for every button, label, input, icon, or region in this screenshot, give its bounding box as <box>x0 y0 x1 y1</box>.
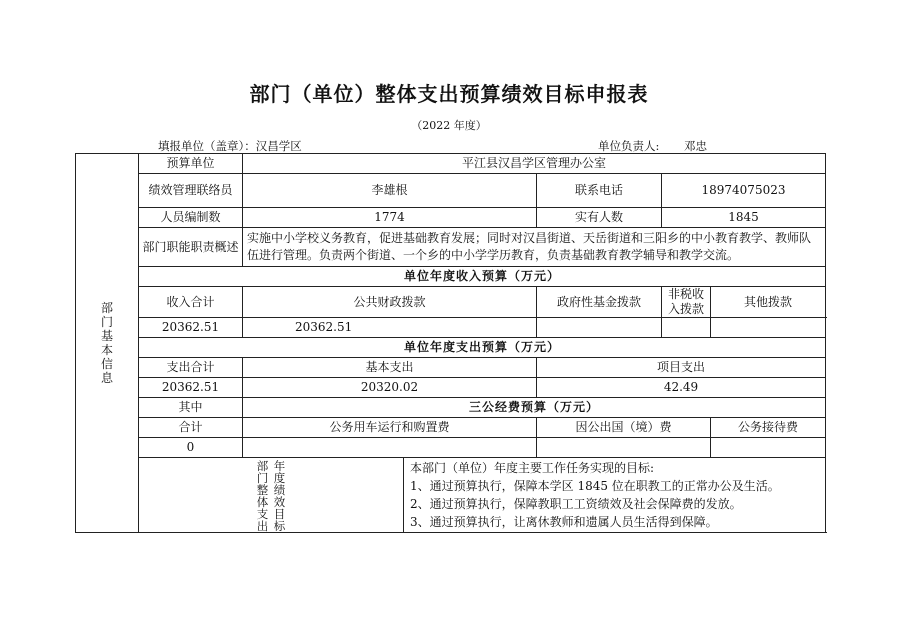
contact-label: 绩效管理联络员 <box>139 174 243 208</box>
income-nontax-value <box>662 318 711 338</box>
goal-item-1: 1、通过预算执行，保障本学区 1845 位在职教工的正常办公及生活。 <box>410 479 780 493</box>
unit-leader-label: 单位负责人: <box>598 139 660 153</box>
three-public-reception-value <box>711 438 826 458</box>
budget-unit-label: 预算单位 <box>139 154 243 174</box>
actual-staff-label: 实有人数 <box>537 208 662 228</box>
staff-quota-label: 人员编制数 <box>139 208 243 228</box>
row-expense-heading <box>76 338 826 358</box>
row-contact <box>76 174 826 208</box>
three-public-col-total: 合计 <box>139 418 243 438</box>
income-total-value: 20362.51 <box>139 318 243 338</box>
row-income-heading <box>76 267 826 287</box>
income-col-total: 收入合计 <box>139 287 243 318</box>
row-annual-goals <box>76 458 826 533</box>
row-duties <box>76 228 826 267</box>
goal-intro: 本部门（单位）年度主要工作任务实现的目标: <box>410 461 655 475</box>
page-title: 部门（单位）整体支出预算绩效目标申报表 <box>249 82 649 106</box>
annual-goals-text <box>404 458 826 533</box>
income-fund-value <box>537 318 662 338</box>
income-col-fund: 政府性基金拨款 <box>537 287 662 318</box>
unit-leader-name: 邓忠 <box>684 139 707 153</box>
budget-form-table <box>75 153 826 533</box>
phone-label: 联系电话 <box>537 174 662 208</box>
section-basic-info-label: 部门基本信息 <box>76 154 139 533</box>
section-overall-expense-label: 部门整体支出 <box>256 459 269 533</box>
three-public-col-vehicle: 公务用车运行和购置费 <box>243 418 537 438</box>
three-public-vehicle-value <box>243 438 537 458</box>
three-public-heading: 三公经费预算（万元） <box>243 398 826 418</box>
among-label: 其中 <box>139 398 243 418</box>
income-public-value: 20362.51 <box>243 318 537 338</box>
three-public-abroad-value <box>537 438 711 458</box>
row-expense-cols <box>76 358 826 378</box>
three-public-col-reception: 公务接待费 <box>711 418 826 438</box>
row-staff <box>76 208 826 228</box>
duty-text: 实施中小学校义务教育，促进基础教育发展；同时对汉昌街道、天岳街道和三阳乡的中小教育教学、教师队伍进行管理。负责两个街道、一个乡的中小学学历教育，负责基础教育教学辅导和教学交流。 <box>243 228 826 267</box>
phone-value: 18974075023 <box>662 174 826 208</box>
goal-item-2: 2、通过预算执行，保障教职工工资绩效及社会保障费的发放。 <box>410 497 742 511</box>
duty-label: 部门职能职责概述 <box>139 228 243 267</box>
row-income-values <box>76 318 826 338</box>
goal-item-3: 3、通过预算执行，让离休教师和遗属人员生活得到保障。 <box>410 515 718 529</box>
filler-unit-label: 填报单位（盖章）：汉昌学区 <box>158 139 302 153</box>
income-col-public: 公共财政拨款 <box>243 287 537 318</box>
expense-col-project: 项目支出 <box>537 358 826 378</box>
row-three-public-values <box>76 438 826 458</box>
expense-col-basic: 基本支出 <box>243 358 537 378</box>
row-budget-unit <box>76 154 826 174</box>
expense-heading: 单位年度支出预算（万元） <box>139 338 826 358</box>
annual-goals-label-cell <box>139 458 404 533</box>
three-public-col-abroad: 因公出国（境）费 <box>537 418 711 438</box>
row-expense-values <box>76 378 826 398</box>
expense-col-total: 支出合计 <box>139 358 243 378</box>
expense-total-value: 20362.51 <box>139 378 243 398</box>
year-label: （2022 年度） <box>411 119 487 132</box>
staff-quota-value: 1774 <box>243 208 537 228</box>
budget-unit-value: 平江县汉昌学区管理办公室 <box>243 154 826 174</box>
row-three-public-cols <box>76 418 826 438</box>
row-three-public-heading <box>76 398 826 418</box>
expense-basic-value: 20320.02 <box>243 378 537 398</box>
section-annual-goal-label: 年度绩效目标 <box>273 459 286 533</box>
income-col-other: 其他拨款 <box>711 287 826 318</box>
income-other-value <box>711 318 826 338</box>
income-col-nontax: 非税收入拨款 <box>662 287 711 318</box>
contact-name: 李雄根 <box>243 174 537 208</box>
three-public-total-value: 0 <box>139 438 243 458</box>
income-heading: 单位年度收入预算（万元） <box>139 267 826 287</box>
row-income-cols <box>76 287 826 318</box>
actual-staff-value: 1845 <box>662 208 826 228</box>
expense-project-value: 42.49 <box>537 378 826 398</box>
